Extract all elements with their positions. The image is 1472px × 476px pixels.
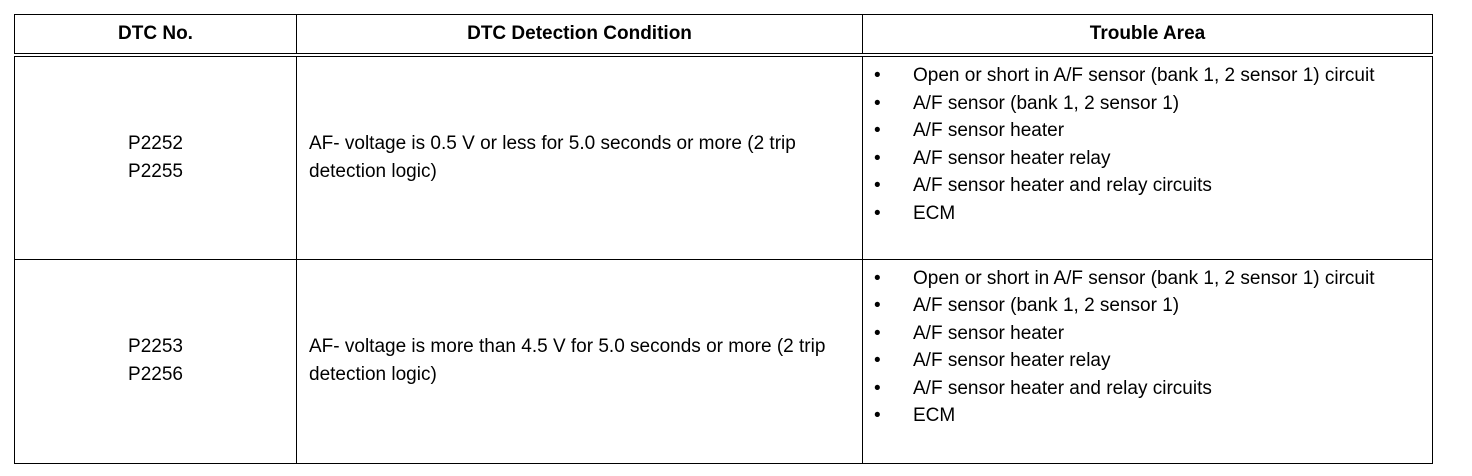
dtc-code: P2252	[128, 133, 183, 155]
bullet-icon: •	[874, 377, 881, 399]
header-dtc-no: DTC No.	[15, 15, 297, 56]
dtc-codes-cell	[15, 55, 297, 259]
header-trouble-area: Trouble Area	[863, 15, 1433, 56]
list-item	[863, 62, 1432, 90]
bullet-icon: •	[874, 147, 881, 169]
list-item	[863, 172, 1432, 200]
trouble-area-list	[863, 62, 1432, 228]
dtc-code: P2253	[128, 336, 183, 358]
trouble-item-text: Open or short in A/F sensor (bank 1, 2 sensor 1) circuit	[913, 267, 1375, 289]
trouble-item-text: Open or short in A/F sensor (bank 1, 2 sensor 1) circuit	[913, 65, 1375, 86]
bullet-icon: •	[874, 65, 881, 86]
trouble-item-text: A/F sensor heater	[913, 322, 1065, 344]
header-detection-condition: DTC Detection Condition	[297, 15, 863, 56]
dtc-code: P2256	[128, 364, 183, 385]
bullet-icon: •	[874, 267, 881, 289]
list-item	[863, 265, 1432, 293]
list-item	[863, 145, 1432, 173]
bullet-icon: •	[874, 92, 881, 114]
table-row	[15, 259, 1433, 463]
list-item	[863, 117, 1432, 145]
trouble-item-text: A/F sensor heater	[913, 120, 1065, 142]
bullet-icon: •	[874, 295, 881, 317]
list-item	[863, 200, 1432, 228]
trouble-item-text: A/F sensor heater and relay circuits	[913, 175, 1212, 197]
table-row	[15, 55, 1433, 259]
list-item	[863, 320, 1432, 348]
trouble-item-text: ECM	[913, 202, 956, 224]
trouble-area-cell	[863, 259, 1433, 463]
detection-condition-cell: AF- voltage is 0.5 V or less for 5.0 seconds or more (2 trip detection logic)	[297, 55, 863, 259]
trouble-area-cell	[863, 55, 1433, 259]
dtc-table	[14, 14, 1433, 464]
bullet-icon: •	[874, 202, 881, 224]
trouble-item-text: A/F sensor (bank 1, 2 sensor 1)	[913, 295, 1180, 317]
header-row	[15, 15, 1433, 56]
dtc-code: P2255	[128, 160, 183, 182]
list-item	[863, 292, 1432, 320]
trouble-item-text: A/F sensor (bank 1, 2 sensor 1)	[913, 92, 1180, 114]
trouble-item-text: ECM	[913, 405, 956, 427]
bullet-icon: •	[874, 350, 881, 372]
dtc-codes-cell	[15, 259, 297, 463]
trouble-item-text: A/F sensor heater and relay circuits	[913, 377, 1212, 399]
trouble-item-text: A/F sensor heater relay	[913, 350, 1111, 372]
list-item	[863, 347, 1432, 375]
trouble-item-text: A/F sensor heater relay	[913, 147, 1111, 169]
list-item	[863, 402, 1432, 430]
list-item	[863, 90, 1432, 118]
trouble-area-list	[863, 265, 1432, 431]
bullet-icon: •	[874, 322, 881, 344]
bullet-icon: •	[874, 175, 881, 197]
detection-condition-cell: AF- voltage is more than 4.5 V for 5.0 seconds or more (2 trip detection logic)	[297, 259, 863, 463]
bullet-icon: •	[874, 405, 881, 427]
list-item	[863, 375, 1432, 403]
bullet-icon: •	[874, 120, 881, 142]
